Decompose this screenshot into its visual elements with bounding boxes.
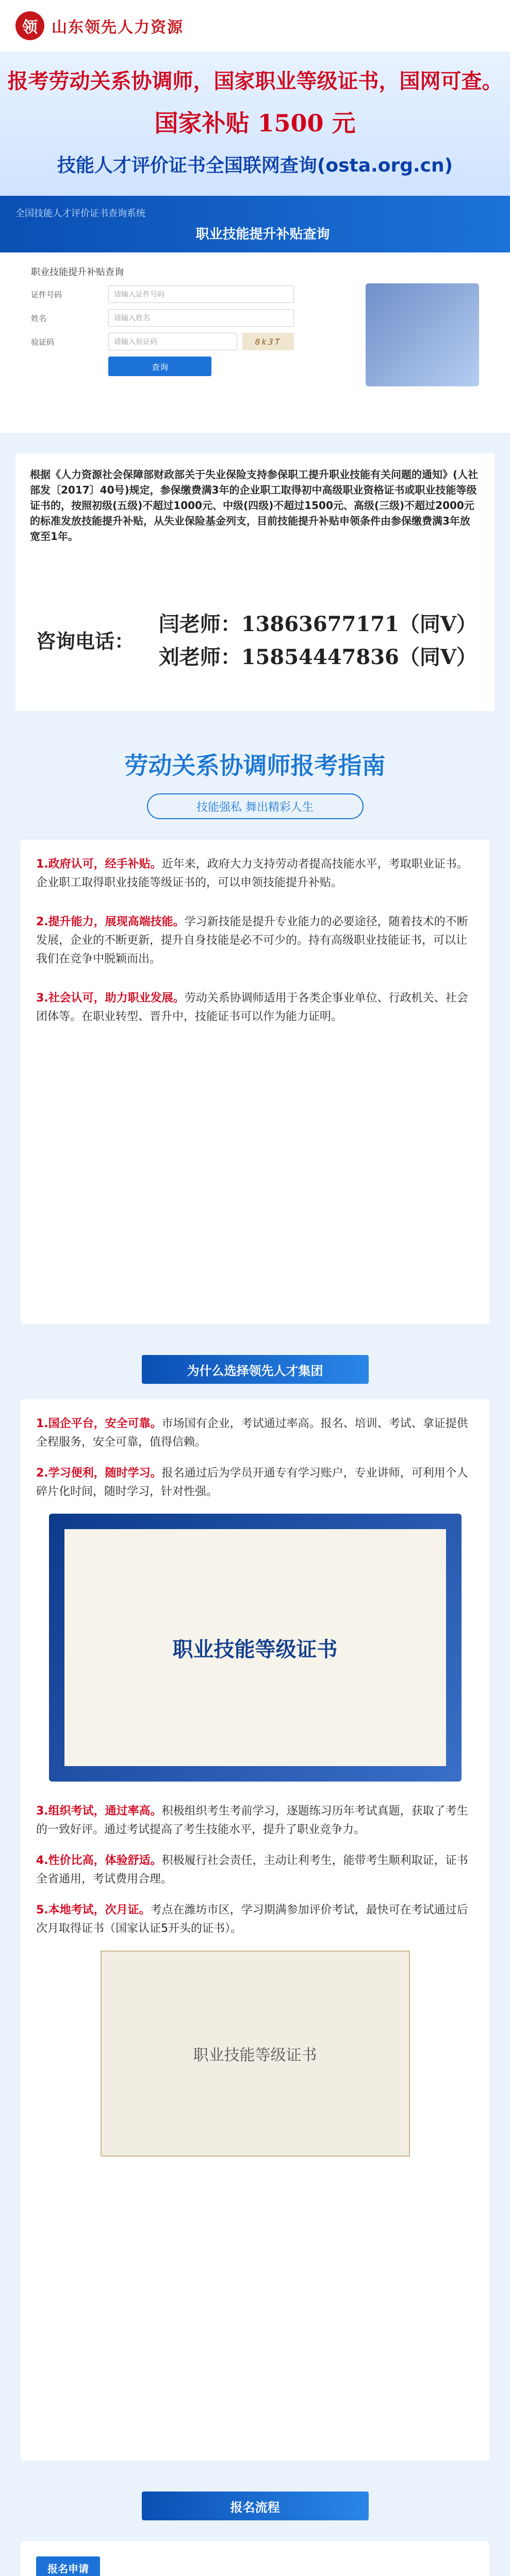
captcha-image[interactable]: 8k3T: [242, 333, 294, 350]
company-name: 山东领先人力资源: [52, 19, 184, 37]
process-card: [21, 2541, 489, 2576]
guide-title: 劳动关系协调师报考指南: [124, 752, 386, 779]
captcha-input[interactable]: 请输入验证码: [108, 333, 237, 350]
query-form: [0, 252, 510, 433]
id-input[interactable]: 请输入证件号码: [108, 285, 294, 303]
banner-line-3: 技能人才评价证书全国联网查询(osta.org.cn): [57, 155, 453, 176]
why-item-text: 学习新技能是提升专业能力的必要途径，随着技术的不断发展，企业的不断更新，提升自身技能是必不可少的。持有高级职业技能证书，可以让我们在竞争中脱颖而出。: [36, 916, 468, 965]
adv-item: [36, 1901, 474, 1938]
why-item: [36, 855, 474, 892]
section-ribbon-why: 为什么选择领先人才集团: [142, 1355, 369, 1384]
contact-block: [15, 592, 495, 711]
form-heading: 职业技能提升补贴查询: [31, 267, 124, 278]
top-header: [0, 0, 510, 52]
adv-item-text: 市场国有企业，考试通过率高。报名、培训、考试、拿证提供全程服务，安全可靠，值得信赖。: [36, 1417, 468, 1449]
certificate-cover-image: [49, 1514, 462, 1782]
adv-item-text: 报名通过后为学员开通专有学习账户，专业讲师，可利用个人碎片化时间，随时学习，针对性强。: [36, 1467, 468, 1498]
contact-label: 咨询电话：: [36, 630, 135, 653]
tag-apply: 报名申请: [36, 2556, 100, 2576]
captcha-label: 验证码: [31, 337, 55, 347]
advantages-card: [21, 1399, 489, 2461]
adv-item-text: 积极组织考生考前学习，逐题练习历年考试真题，获取了考生的一致好评。通过考试提高了考生技能水平，提升了职业竞争力。: [36, 1805, 468, 1836]
portal-header: [0, 196, 510, 252]
why-item: [36, 913, 474, 969]
contact-line-2: 刘老师：15854447836（同V）: [158, 645, 477, 669]
banner-line-2: 国家补贴 1500 元: [154, 109, 356, 137]
certificate-page-image: 职业技能等级证书: [101, 1951, 410, 2157]
why-item-title: 1.政府认可，经手补贴。: [36, 858, 162, 871]
policy-text: 根据《人力资源社会保障部财政部关于失业保险支持参保职工提升职业技能有关问题的通知》(人社部发〔2017〕40号)规定，参保缴费满3年的企业职工取得初中高级职业资格证书或职业技能等级证书的，按照初级(五级)不超过1000元、中级(四级)不超过1500元、高级(三级)不超过2000元的标准发放技能提升补贴，从失业保险基金列支，目前技能提升补贴申领条件由参保缴费满3年放宽至1年。: [15, 453, 495, 592]
adv-item: [36, 1852, 474, 1889]
company-logo: 领: [15, 11, 44, 40]
portal-title: 职业技能提升补贴查询: [195, 226, 330, 242]
name-label: 姓名: [31, 313, 47, 323]
hint-illustration: [366, 283, 479, 386]
why-card: [21, 840, 489, 1324]
adv-item-text: 考点在潍坊市区，学习期满参加评价考试，最快可在考试通过后次月取得证书（国家认证5开头的证书）。: [36, 1904, 468, 1935]
portal-site-name: 全国技能人才评价证书查询系统: [15, 208, 145, 219]
why-item-text: 劳动关系协调师适用于各类企事业单位、行政机关、社会团体等。在职业转型、晋升中，技能证书可以作为能力证明。: [36, 992, 468, 1023]
section-ribbon-process: 报名流程: [142, 2492, 369, 2520]
guide-subtitle: 技能强私 舞出精彩人生: [147, 793, 364, 819]
adv-item-title: 5.本地考试，次月证。: [36, 1904, 151, 1917]
adv-item-title: 1.国企平台，安全可靠。: [36, 1417, 162, 1430]
contact-lines: [158, 603, 477, 711]
query-button[interactable]: 查询: [108, 357, 211, 376]
why-item-title: 2.提升能力，展现高端技能。: [36, 916, 185, 928]
name-input[interactable]: 请输入姓名: [108, 309, 294, 327]
id-label: 证件号码: [31, 290, 62, 299]
banner-line-1: 报考劳动关系协调师，国家职业等级证书，国网可查。: [7, 69, 503, 93]
adv-item: [36, 1464, 474, 1501]
adv-item: [36, 1802, 474, 1839]
promo-banner: [0, 52, 510, 196]
adv-item-title: 3.组织考试，通过率高。: [36, 1805, 162, 1818]
contact-line-1: 闫老师：13863677171（同V）: [158, 612, 477, 636]
adv-item: [36, 1415, 474, 1452]
why-item-title: 3.社会认可，助力职业发展。: [36, 992, 185, 1005]
adv-item-title: 2.学习便利，随时学习。: [36, 1467, 162, 1480]
why-item-text: 近年来，政府大力支持劳动者提高技能水平，考取职业证书。企业职工取得职业技能等级证书的，可以申领技能提升补贴。: [36, 858, 468, 889]
certificate-cover-title: 职业技能等级证书: [64, 1529, 446, 1766]
why-item: [36, 989, 474, 1026]
adv-item-text: 积极履行社会责任，主动让利考生，能带考生顺利取证，证书全省通用，考试费用合理。: [36, 1854, 468, 1886]
adv-item-title: 4.性价比高，体验舒适。: [36, 1854, 162, 1867]
